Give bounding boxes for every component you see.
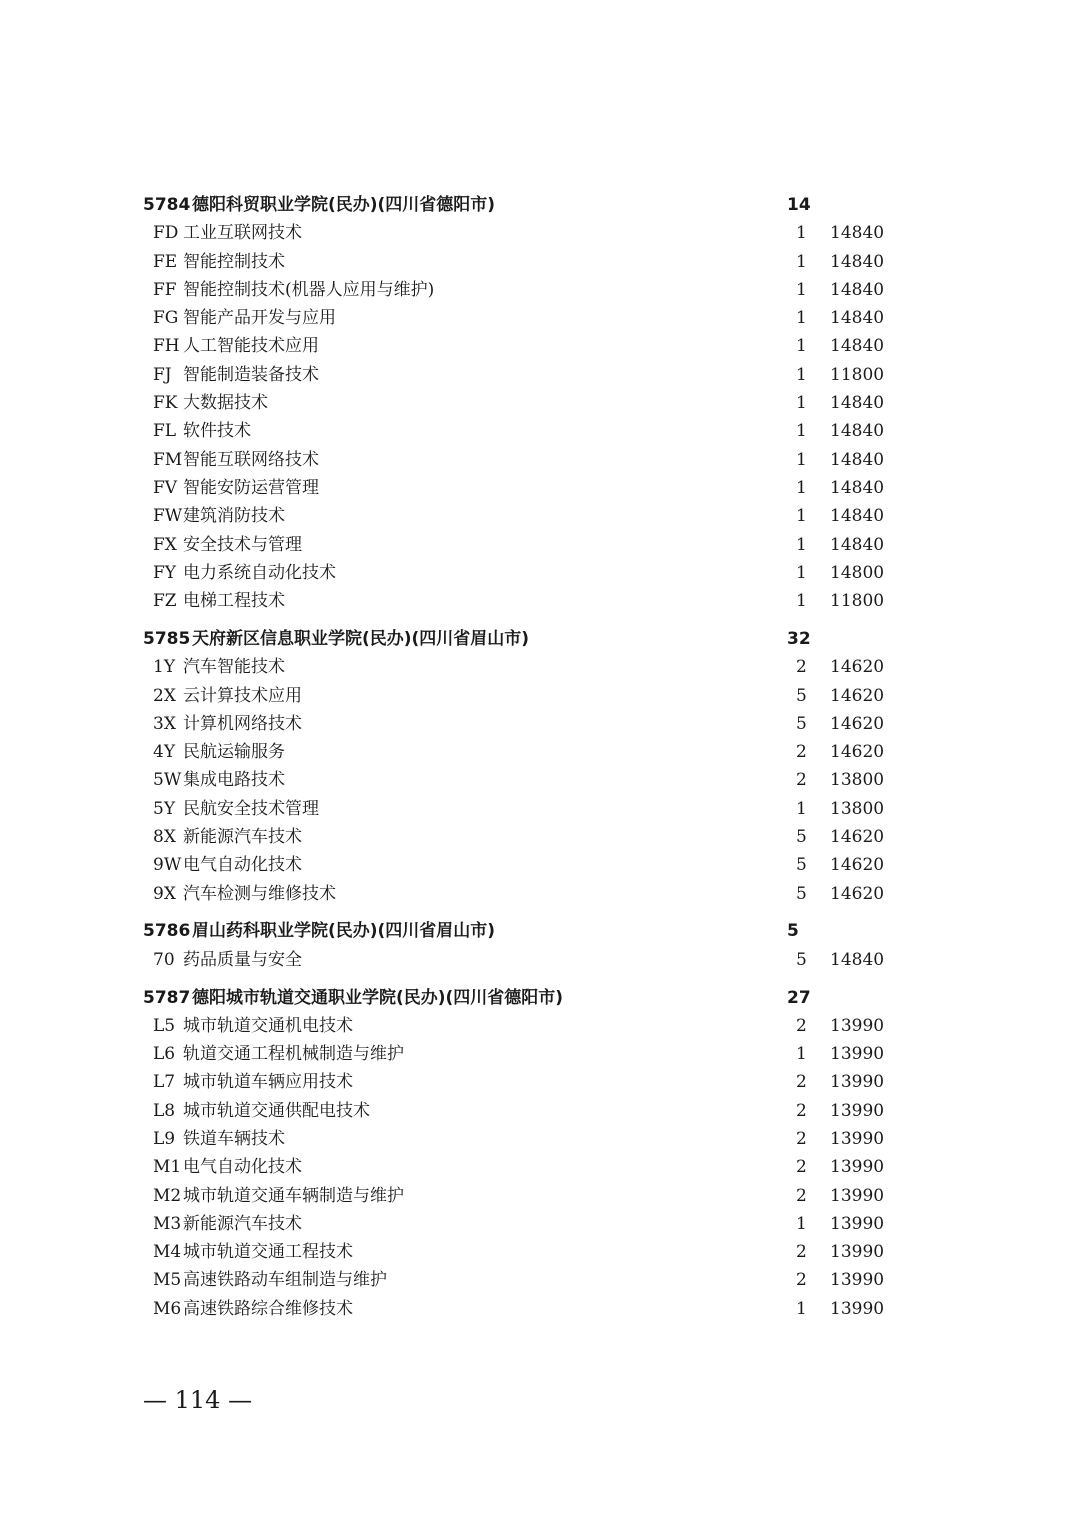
major-code: 9W <box>153 855 182 876</box>
major-code: 9X <box>153 883 176 904</box>
major-quota: 5 <box>796 855 807 876</box>
major-tuition: 13990 <box>830 1129 885 1149</box>
major-row <box>0 1097 1080 1125</box>
major-quota: 2 <box>796 1015 807 1036</box>
major-code: M2 <box>153 1185 182 1206</box>
major-name: 智能制造装备技术 <box>183 364 319 385</box>
major-code: FD <box>153 223 179 244</box>
major-tuition: 14620 <box>830 827 885 848</box>
major-row <box>0 851 1080 879</box>
major-quota: 2 <box>796 1185 807 1206</box>
school-name: 德阳城市轨道交通职业学院(民办)(四川省德阳市) <box>192 987 564 1008</box>
major-row <box>0 946 1080 974</box>
major-name: 城市轨道交通供配电技术 <box>183 1100 370 1121</box>
major-tuition: 14620 <box>830 742 885 763</box>
major-name: 工业互联网技术 <box>183 223 302 244</box>
major-code: 3X <box>153 713 176 734</box>
major-code: L8 <box>153 1100 176 1121</box>
major-tuition: 14620 <box>830 713 885 734</box>
major-quota: 1 <box>796 506 807 527</box>
major-name: 大数据技术 <box>183 393 268 414</box>
major-row <box>0 682 1080 710</box>
major-code: FV <box>153 477 178 498</box>
major-name: 汽车检测与维修技术 <box>183 883 336 904</box>
major-name: 民航安全技术管理 <box>183 798 319 819</box>
school-quota: 32 <box>787 628 811 649</box>
major-name: 城市轨道交通工程技术 <box>183 1242 353 1263</box>
major-quota: 2 <box>796 1242 807 1263</box>
major-code: FL <box>153 421 177 442</box>
school-row <box>0 191 1080 219</box>
major-name: 电气自动化技术 <box>183 855 302 876</box>
major-name: 轨道交通工程机械制造与维护 <box>183 1044 404 1065</box>
major-row <box>0 823 1080 851</box>
major-tuition: 14620 <box>830 657 885 678</box>
major-row <box>0 880 1080 908</box>
major-name: 智能互联网络技术 <box>183 449 319 470</box>
major-tuition: 11800 <box>830 591 885 612</box>
major-row <box>0 219 1080 247</box>
school-row <box>0 625 1080 653</box>
major-tuition: 13990 <box>830 1185 885 1206</box>
major-tuition: 14840 <box>830 477 885 498</box>
major-tuition: 13990 <box>830 1213 885 1234</box>
major-row <box>0 559 1080 587</box>
major-tuition: 14840 <box>830 421 885 442</box>
major-row <box>0 1210 1080 1238</box>
major-name: 高速铁路动车组制造与维护 <box>183 1270 387 1291</box>
major-quota: 1 <box>796 1298 807 1319</box>
major-code: L9 <box>153 1129 176 1149</box>
major-tuition: 14840 <box>830 449 885 470</box>
school-name: 德阳科贸职业学院(民办)(四川省德阳市) <box>192 195 496 215</box>
major-quota: 2 <box>796 1270 807 1291</box>
school-quota: 5 <box>787 921 799 942</box>
major-tuition: 13990 <box>830 1242 885 1263</box>
major-row <box>0 446 1080 474</box>
major-name: 智能控制技术 <box>183 251 285 272</box>
major-row <box>0 1153 1080 1181</box>
major-quota: 2 <box>796 1129 807 1149</box>
major-code: FF <box>153 279 177 300</box>
major-quota: 1 <box>796 1044 807 1065</box>
major-row <box>0 587 1080 615</box>
major-quota: 2 <box>796 770 807 791</box>
major-code: M1 <box>153 1157 182 1178</box>
major-quota: 1 <box>796 336 807 357</box>
major-quota: 1 <box>796 251 807 272</box>
major-row <box>0 276 1080 304</box>
major-row <box>0 361 1080 389</box>
major-tuition: 13990 <box>830 1298 885 1319</box>
major-row <box>0 1238 1080 1266</box>
major-name: 城市轨道车辆应用技术 <box>183 1072 353 1093</box>
major-name: 建筑消防技术 <box>183 506 285 527</box>
major-tuition: 13990 <box>830 1270 885 1291</box>
major-tuition: 14840 <box>830 393 885 414</box>
major-row <box>0 795 1080 823</box>
major-code: FJ <box>153 364 172 385</box>
major-name: 电梯工程技术 <box>183 591 285 612</box>
major-name: 安全技术与管理 <box>183 534 302 555</box>
major-code: L5 <box>153 1015 176 1036</box>
major-row <box>0 1295 1080 1323</box>
major-code: FZ <box>153 591 177 612</box>
major-tuition: 14620 <box>830 685 885 706</box>
major-quota: 1 <box>796 279 807 300</box>
major-quota: 1 <box>796 562 807 583</box>
major-code: 4Y <box>153 742 176 763</box>
major-row <box>0 417 1080 445</box>
major-name: 城市轨道交通机电技术 <box>183 1015 353 1036</box>
major-row <box>0 502 1080 530</box>
major-quota: 2 <box>796 742 807 763</box>
major-code: M4 <box>153 1242 182 1263</box>
major-tuition: 14840 <box>830 279 885 300</box>
major-code: L6 <box>153 1044 176 1065</box>
major-name: 高速铁路综合维修技术 <box>183 1298 353 1319</box>
major-row <box>0 766 1080 794</box>
major-tuition: 14840 <box>830 251 885 272</box>
major-tuition: 13800 <box>830 798 885 819</box>
major-quota: 1 <box>796 421 807 442</box>
major-quota: 5 <box>796 883 807 904</box>
major-quota: 5 <box>796 827 807 848</box>
major-quota: 1 <box>796 393 807 414</box>
major-quota: 1 <box>796 798 807 819</box>
major-quota: 5 <box>796 685 807 706</box>
major-code: M6 <box>153 1298 182 1319</box>
major-code: 1Y <box>153 657 176 678</box>
major-row <box>0 1068 1080 1096</box>
major-code: 5Y <box>153 798 176 819</box>
page-number: — 114 — <box>143 1386 253 1414</box>
major-code: FY <box>153 562 177 583</box>
school-name: 天府新区信息职业学院(民办)(四川省眉山市) <box>192 628 530 649</box>
major-name: 电力系统自动化技术 <box>183 562 336 583</box>
major-tuition: 13800 <box>830 770 885 791</box>
major-tuition: 11800 <box>830 364 885 385</box>
major-row <box>0 1012 1080 1040</box>
major-code: FH <box>153 336 180 357</box>
school-code: 5785 <box>143 628 191 649</box>
major-row <box>0 474 1080 502</box>
major-name: 人工智能技术应用 <box>183 336 319 357</box>
major-quota: 2 <box>796 1100 807 1121</box>
major-tuition: 14620 <box>830 855 885 876</box>
major-row <box>0 1040 1080 1068</box>
major-row <box>0 1125 1080 1153</box>
school-quota: 27 <box>787 987 811 1008</box>
major-quota: 1 <box>796 1213 807 1234</box>
major-quota: 1 <box>796 449 807 470</box>
major-name: 新能源汽车技术 <box>183 827 302 848</box>
major-tuition: 14620 <box>830 883 885 904</box>
major-code: FG <box>153 308 179 329</box>
major-code: 2X <box>153 685 176 706</box>
major-code: 5W <box>153 770 182 791</box>
major-tuition: 13990 <box>830 1100 885 1121</box>
school-quota: 14 <box>787 195 811 215</box>
major-row <box>0 1182 1080 1210</box>
major-name: 云计算技术应用 <box>183 685 302 706</box>
school-code: 5784 <box>143 195 191 215</box>
major-quota: 1 <box>796 534 807 555</box>
major-row <box>0 332 1080 360</box>
major-row <box>0 1266 1080 1294</box>
major-quota: 5 <box>796 713 807 734</box>
school-code: 5786 <box>143 921 191 942</box>
major-quota: 2 <box>796 1072 807 1093</box>
major-tuition: 13990 <box>830 1157 885 1178</box>
major-tuition: 13990 <box>830 1044 885 1065</box>
major-name: 软件技术 <box>183 421 251 442</box>
major-row <box>0 389 1080 417</box>
major-name: 智能控制技术(机器人应用与维护) <box>183 279 435 300</box>
major-tuition: 14840 <box>830 223 885 244</box>
major-name: 新能源汽车技术 <box>183 1213 302 1234</box>
major-code: L7 <box>153 1072 176 1093</box>
major-row <box>0 304 1080 332</box>
major-code: 70 <box>153 949 175 970</box>
major-name: 集成电路技术 <box>183 770 285 791</box>
major-name: 智能安防运营管理 <box>183 477 319 498</box>
major-code: FM <box>153 449 183 470</box>
major-name: 民航运输服务 <box>183 742 285 763</box>
major-row <box>0 738 1080 766</box>
major-quota: 5 <box>796 949 807 970</box>
major-name: 汽车智能技术 <box>183 657 285 678</box>
school-name: 眉山药科职业学院(民办)(四川省眉山市) <box>192 921 496 942</box>
major-row <box>0 248 1080 276</box>
major-code: FK <box>153 393 178 414</box>
major-name: 电气自动化技术 <box>183 1157 302 1178</box>
major-name: 智能产品开发与应用 <box>183 308 336 329</box>
major-quota: 2 <box>796 1157 807 1178</box>
major-name: 城市轨道交通车辆制造与维护 <box>183 1185 404 1206</box>
major-name: 计算机网络技术 <box>183 713 302 734</box>
school-code: 5787 <box>143 987 191 1008</box>
major-name: 药品质量与安全 <box>183 949 302 970</box>
major-code: 8X <box>153 827 176 848</box>
major-tuition: 14840 <box>830 506 885 527</box>
major-code: FE <box>153 251 178 272</box>
major-quota: 1 <box>796 591 807 612</box>
major-name: 铁道车辆技术 <box>183 1129 285 1149</box>
major-tuition: 14800 <box>830 562 885 583</box>
enrollment-plan-table <box>0 191 1080 1323</box>
major-code: FW <box>153 506 183 527</box>
major-code: M3 <box>153 1213 182 1234</box>
major-tuition: 13990 <box>830 1015 885 1036</box>
major-tuition: 13990 <box>830 1072 885 1093</box>
major-code: M5 <box>153 1270 182 1291</box>
school-row <box>0 984 1080 1012</box>
major-quota: 1 <box>796 308 807 329</box>
major-tuition: 14840 <box>830 949 885 970</box>
major-quota: 1 <box>796 477 807 498</box>
major-tuition: 14840 <box>830 308 885 329</box>
major-row <box>0 531 1080 559</box>
major-quota: 2 <box>796 657 807 678</box>
major-code: FX <box>153 534 177 555</box>
major-quota: 1 <box>796 223 807 244</box>
school-row <box>0 917 1080 945</box>
major-row <box>0 653 1080 681</box>
major-tuition: 14840 <box>830 336 885 357</box>
major-row <box>0 710 1080 738</box>
major-tuition: 14840 <box>830 534 885 555</box>
major-quota: 1 <box>796 364 807 385</box>
